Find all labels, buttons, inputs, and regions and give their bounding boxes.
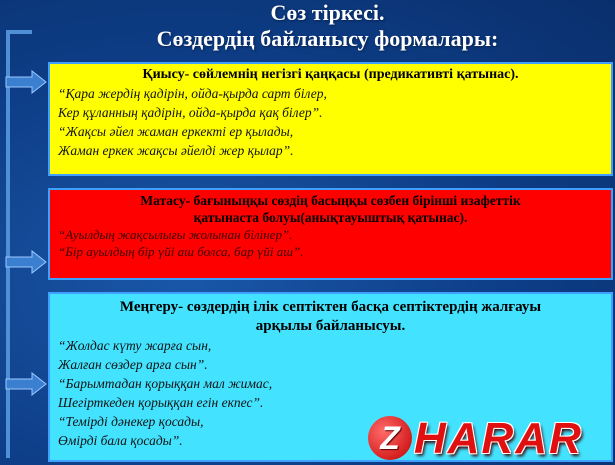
matasu-heading-line-1: Матасу- бағыныңқы сөздің басыңқы сөзбен бірінші изафеттік [140, 193, 521, 208]
title-line-1: Сөз тіркесі. [270, 0, 385, 25]
logo-text: HARAR [414, 414, 583, 463]
kiysu-heading: Қиысу- сөйлемнің негізгі қаңқасы (предикативті қатынас). [142, 67, 519, 82]
example-line: Кер құланның қадірін, ойда-қырда қақ білер”. [58, 105, 323, 120]
zharar-logo [368, 414, 614, 464]
arrow-right-icon [4, 372, 48, 396]
slide-title [40, 0, 615, 54]
example-line: Жалған сөздер арға сын”. [58, 357, 208, 372]
title-line-2: Сөздердің байланысу формалары: [156, 26, 499, 51]
mengeru-heading-line-1: Меңгеру- сөздердің ілік септіктен басқа септіктердің жалғауы [119, 299, 542, 315]
logo-initial: Z [368, 416, 412, 460]
kiysu-box [48, 62, 613, 176]
example-line: Өмірді бала қосады”. [58, 433, 183, 448]
example-line: “Бір ауылдың бір үйі аш болса, бар үйі аш”. [58, 244, 304, 259]
example-line: “Барымтадан қорыққан мал жимас, [58, 376, 273, 391]
arrow-right-icon [4, 250, 48, 274]
example-line: Жаман еркек жақсы әйелді жер қылар”. [58, 143, 294, 158]
example-line: “Қара жердің қадірін, ойда-қырда сарт білер, [58, 86, 327, 101]
matasu-box [48, 188, 613, 280]
arrow-right-icon [4, 70, 48, 94]
example-line: “Темірді дәнекер қосады, [58, 414, 204, 429]
example-line: Шегірткеден қорыққан егін екпес”. [58, 395, 264, 410]
example-line: “Жақсы әйел жаман еркекті ер қылады, [58, 124, 294, 139]
example-line: “Ауылдың жақсылығы жолынан білінер”. [58, 227, 293, 242]
example-line: “Жолдас күту жарға сын, [58, 338, 212, 353]
mengeru-heading-line-2: арқылы байланысуы. [255, 318, 406, 334]
matasu-heading-line-2: қатынаста болуы(анықтауыштық қатынас). [193, 210, 468, 225]
